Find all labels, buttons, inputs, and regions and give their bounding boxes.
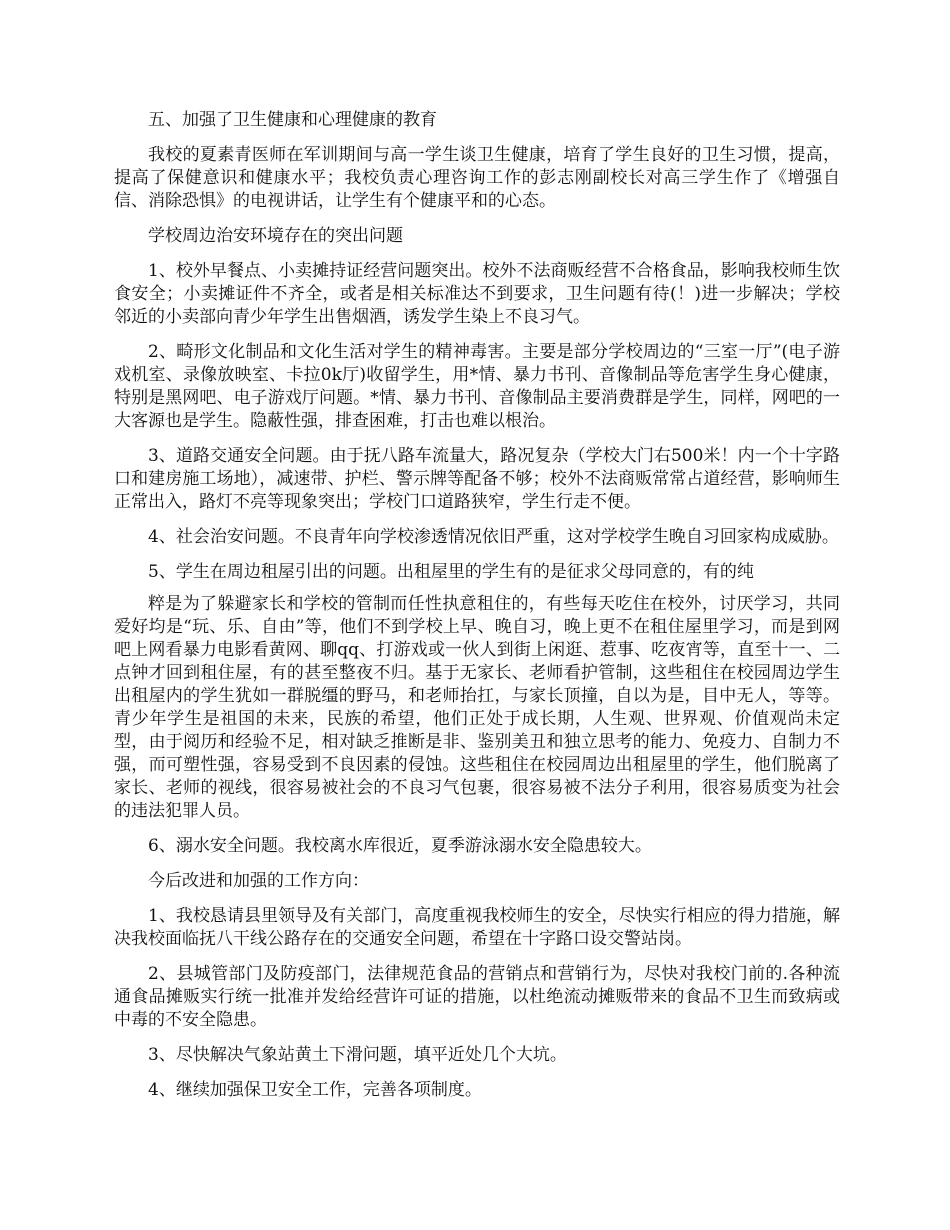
issue-item-5-rental-housing-continued: 粹是为了躲避家长和学校的管制而任性执意租住的，有些每天吃住在校外，讨厌学习，共同爱好均是“玩、乐、自由”等，他们不到学校上早、晚自习，晚上更不在租住屋里学习，而是到网吧上网看暴力电影看黄网、聊qq、打游戏或一伙人到街上闲逛、惹事、吃夜宵等，直至十一、二点钟才回到租住屋，有的甚至整夜不归。基于无家长、老师看护管制，这些租住在校园周边学生出租屋内的学生犹如一群脱缰的野马，和老师抬扛，与家长顶撞，自以为是，目中无人，等等。青少年学生是祖国的未来，民族的希望，他们正处于成长期，人生观、世界观、价值观尚未定型，由于阅历和经验不足，相对缺乏推断是非、鉴别美丑和独立思考的能力、免疫力、自制力不强，而可塑性强，容易受到不良因素的侵蚀。这些租住在校园周边出租屋里的学生，他们脱离了家长、老师的视线，很容易被社会的不良习气包裹，很容易被不法分子利用，很容易质变为社会的违法犯罪人员。 bbox=[114, 594, 840, 821]
issue-item-4-public-security: 4、社会治安问题。不良青年向学校渗透情况依旧严重，这对学校学生晚自习回家构成威胁。 bbox=[148, 527, 839, 547]
direction-item-1-traffic: 1、我校恳请县里领导及有关部门，高度重视我校师生的安全，尽快实行相应的得力措施，解决我校面临抚八干线公路存在的交通安全问题，希望在十字路口设交警站岗。 bbox=[114, 906, 840, 949]
issue-item-3-traffic-safety: 3、道路交通安全问题。由于抚八路车流量大，路况复杂（学校大门右500米！内一个十字路口和建房施工场地），减速带、护栏、警示牌等配备不够；校外不法商贩常常占道经营，影响师生正常出入，路灯不亮等现象突出；学校门口道路狭窄，学生行走不便。 bbox=[114, 446, 840, 512]
issue-item-1-food-stalls: 1、校外早餐点、小卖摊持证经营问题突出。校外不法商贩经营不合格食品，影响我校师生饮食安全；小卖摊证件不齐全，或者是相关标准达不到要求，卫生问题有待(！)进一步解决；学校邻近的小卖部向青少年学生出售烟酒，诱发学生染上不良习气。 bbox=[114, 261, 840, 327]
direction-item-2-food-regulation: 2、县城管部门及防疫部门，法律规范食品的营销点和营销行为，尽快对我校门前的.各种流通食品摊贩实行统一批准并发给经营许可证的措施，以杜绝流动摊贩带来的食品不卫生而致病或中毒的不安全隐患。 bbox=[114, 964, 840, 1030]
section-heading-improvement-directions: 今后改进和加强的工作方向： bbox=[148, 871, 369, 891]
issue-item-5-rental-housing: 5、学生在周边租屋引出的问题。出租屋里的学生有的是征求父母同意的，有的纯 bbox=[148, 562, 754, 582]
direction-item-3-landslide: 3、尽快解决气象站黄土下滑问题，填平近处几个大坑。 bbox=[148, 1045, 567, 1065]
paragraph-hygiene-education: 我校的夏素青医师在军训期间与高一学生谈卫生健康，培育了学生良好的卫生习惯，提高，提高了保健意识和健康水平；我校负责心理咨询工作的彭志刚副校长对高三学生作了《增强自信、消除恐惧》的电视讲话，让学生有个健康平和的心态。 bbox=[114, 145, 840, 211]
issue-item-6-drowning-safety: 6、溺水安全问题。我校离水库很近，夏季游泳溺水安全隐患较大。 bbox=[148, 836, 652, 856]
direction-item-4-security-work: 4、继续加强保卫安全工作，完善各项制度。 bbox=[148, 1080, 482, 1100]
section-heading-hygiene-education: 五、加强了卫生健康和心理健康的教育 bbox=[148, 110, 437, 130]
document-page bbox=[114, 109, 840, 1114]
issue-item-2-culture-products: 2、畸形文化制品和文化生活对学生的精神毒害。主要是部分学校周边的“三室一厅”(电子游戏机室、录像放映室、卡拉0k厅)收留学生，用*情、暴力书刊、音像制品等危害学生身心健康，特别是黑网吧、电子游戏厅问题。*情、暴力书刊、音像制品主要消费群是学生，同样，网吧的一大客源也是学生。隐蔽性强，排查困难，打击也难以根治。 bbox=[114, 342, 840, 431]
section-heading-surrounding-issues: 学校周边治安环境存在的突出问题 bbox=[148, 226, 403, 246]
